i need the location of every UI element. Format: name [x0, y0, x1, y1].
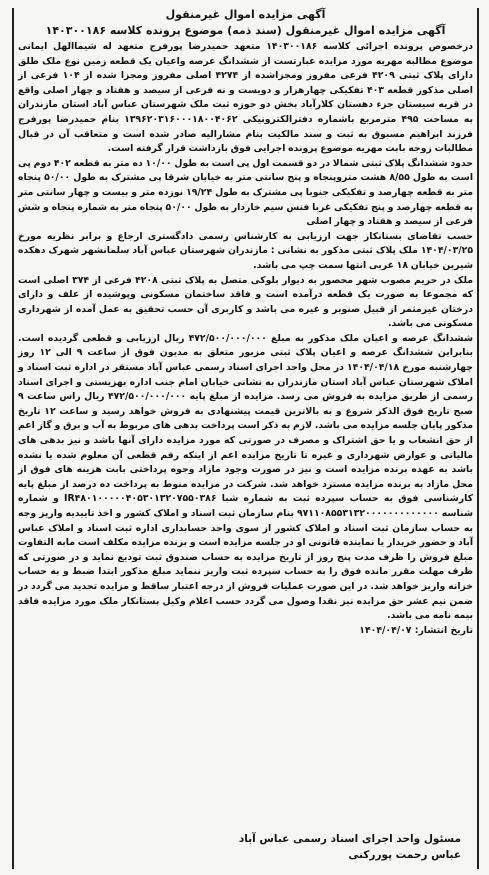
notice-frame: [12, 8, 479, 869]
paragraph-property-description: درخصوص پرونده اجرائی کلاسه ۱۴۰۳۰۰۱۸۶ متعهد حمیدرضا پورفرج متعهد له شیماالهل ایمانی موضوع مطالبه مهریه مورد مزایده عبارتست از ششدانگ عرصه واعیان یک قطعه زمین نوع ملک طلق دارای پلاک ثبتی ۴۲۰۹ فرعی مفروز ومجزاشده از ۴۲۷۴ اصلی مفروز ومجزا شده از ۱۰۴ فرعی از اصلی مذکور قطعه ۴۰۳ تفکیکی چهارهزار و دویست و نه فرعی از سیصد و هفتاد و چهار اصلی واقع در قریه سیستان جزء دهستان کلارآباد بخش دو حوزه ثبت ملک شهرستان عباس آباد استان مازندران به مساحت ۴۹۵ مترمربع باشماره دفترالکترونیکی ۱۳۹۶۲۰۳۱۶۰۰۰۱۸۰۰۴۰۶۲ بنام حمیدرضا پورفرج فرزند ابراهیم مسبوق به ثبت و سند مالکیت بنام مشارالیه صادر شده است و متعاقب آن در قبال مطالبات زوجه بابت مهریه موضوع پرونده اجرایی فوق بازداشت قرار گرفته است.: [18, 41, 474, 155]
paragraph-property-condition: ملک در حریم مصوب شهر محصور به دیوار بلوکی متصل به پلاک ثبتی ۴۲۰۸ فرعی از ۳۷۴ اصلی است که مجموعا به صورت یک قطعه درآمده است و فاقد ساختمان مسکونی وپوشیده از علف و دارای درختان غیرمثمر از قبیل صنوبر و غیره می باشد و کاربری آن حسب تحقیق به عمل آمده از شهرداری مسکونی می باشد.: [18, 274, 473, 330]
publication-date-value: ۱۴۰۴/۰۴/۰۷: [359, 624, 412, 636]
publication-date-label: تاریخ انتشار:: [414, 624, 473, 636]
signature-name: عباس رحمت پوررکنی: [348, 849, 461, 861]
paragraph-boundaries: حدود ششدانگ پلاک ثبتی شمالا در دو قسمت اول پی است به طول ۱۰/۰۰ ده متر به قطعه ۴۰۲ دوم پی است به طول ۸/۵۵ هشت متروپنجاه و پنج سانتی متر به خیابان شرقا پی مشترک به طول ۵۰/۰۰ پنجاه متر به قطعه چهارصد و تفکیکی جنوبا پی مشترک به طول ۱۹/۲۴ نوزده متر و بیست و چهار سانتی متر به قطعه چهارصد و پنج تفکیکی غربا فنس سیم خاردار به طول ۵۰/۰۰ پنجاه متر به شماره پنجاه و شش فرعی از سیصد و هفتاد و چهار اصلی: [18, 157, 474, 228]
notice-title: آگهی مزایده اموال غیرمنقول: [165, 8, 326, 21]
signature-title: مسئول واحد اجرای اسناد رسمی عباس آباد: [238, 833, 461, 845]
notice-subtitle: آگهی مزایده اموال غیرمنقول (سند ذمه) موضوع پرونده کلاسه ۱۴۰۳۰۰۱۸۶: [45, 24, 446, 37]
paragraph-appraisal-request: حسب تقاضای بستانکار جهت ارزیابی به کارشناس رسمی دادگستری ارجاع و برابر نظریه مورخ ۱۴۰۴/۰۳/۲۵ ملک پلاک ثبتی مذکور به نشانی : مازندران شهرستان عباس آباد سلمانشهر شهرک دهکده شیرین خیابان ۱۸ غربی انتها سمت چپ می باشد.: [18, 230, 473, 271]
signature-block: [18, 831, 473, 863]
publication-date: [18, 624, 473, 638]
paragraph-auction-terms: ششدانگ عرصه و اعیان ملک مذکور به مبلغ ۴۷۲/۵۰۰/۰۰۰/۰۰۰ ریال ارزیابی و قطعی گردیده است. بنابراین ششدانگ عرصه و اعیان پلاک ثبتی مزبور متعلق به مدیون فوق از ساعت ۹ الی ۱۲ روز چهارشنبه مورخ ۱۴۰۴/۰۴/۱۸ در محل واحد اجرای اسناد رسمی عباس آباد مستقر در اداره ثبت اسناد و املاک شهرستان عباس آباد استان مازندران به نشانی خیابان امام جنب اداره بهزیستی و اجرای اسناد رسمی از طریق مزایده به فروش می رسد. مزایده از مبلغ پایه ۴۷۲/۵۰۰/۰۰۰/۰۰۰ ریال راس ساعت ۹ صبح تاریخ فوق الذکر شروع و به بالاترین قیمت پیشنهادی به فروش خواهد رسید و ساعت ۱۲ تاریخ مذکور پایان جلسه مزایده می باشد. لازم به ذکر است پرداخت بدهی های مربوط به آب و برق و گاز اعم از حق انشعاب و یا حق اشتراک و مصرف در صورتی که مورد مزایده دارای آنها باشد و نیز بدهی های مالیاتی و عوارض شهرداری و غیره تا تاریخ مزایده اعم از اینکه رقم قطعی آن معلوم شده یا نشده باشد به عهده برنده مزایده است و نیز در صورت وجود مازاد وجوه پرداختی بابت هزینه های فوق از محل مازاد به برنده مزایده مسترد خواهد شد. شرکت در مزایده منوط به پرداخت ده درصد از مبلغ پایه کارشناسی فوق به حساب سپرده ثبت به شماره شبا IR۴۸۰۱۰۰۰۰۰۴۰۵۳۰۱۳۲۰۷۵۵۰۳۸۶ و شماره شناسه ۹۷۱۱۰۸۵۵۳۱۳۲۰۰۰۰۰۰۰۰۰۰۰۰۰ بنام سازمان ثبت اسناد و املاک کشور و اخذ تاییدیه واریز وجه به حساب سازمان ثبت اسناد و املاک کشور از سوی واحد حسابداری اداره ثبت اسناد و املاک عباس آباد و حضور خریدار یا نماینده قانونی او در جلسه مزایده است و برنده مزایده مکلف است مابه التفاوت مبلغ فروش را ظرف مدت پنج روز از تاریخ مزایده به حساب صندوق ثبت تودیع نماید و در صورتی که ظرف مهلت مقرر مانده فوق را به حساب سپرده ثبت واریز ننماید مبلغ مذکور ابتدا ضبط و به حساب خزانه واریز خواهد شد. در این صورت عملیات فروش از درجه اعتبار ساقط و مزایده تجدید می گردد در ضمن نیم عشر حق مزایده نیز نقدا وصول می گردد حسب اعلام وکیل بستانکار ملک مورد مزایده فاقد بیمه نامه می باشد.: [18, 332, 474, 622]
